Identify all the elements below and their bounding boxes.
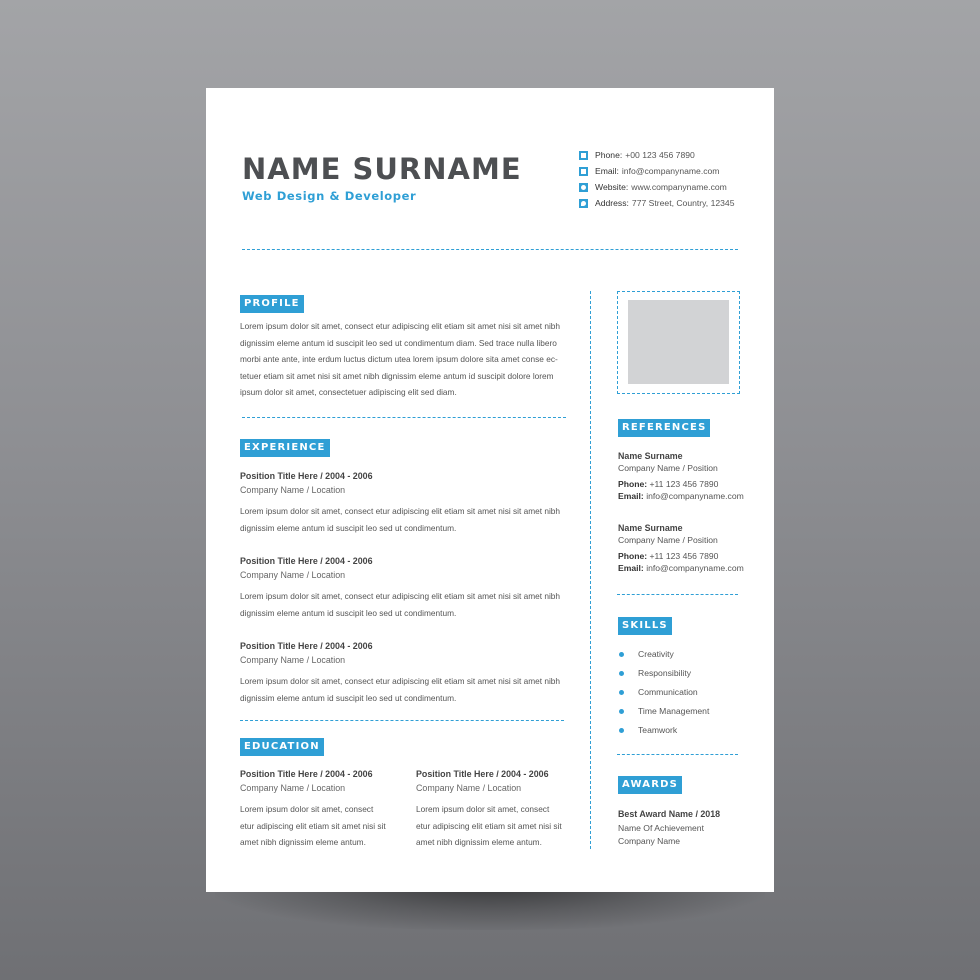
email-value: info@companyname.com — [646, 491, 744, 501]
experience-company: Company Name / Location — [240, 655, 346, 665]
phone-label: Phone: — [618, 479, 648, 489]
references-heading: REFERENCES — [618, 419, 710, 437]
section-divider — [617, 594, 738, 595]
reference-position: Company Name / Position — [618, 535, 718, 545]
text-line: ipsum dolor sit amet, consectetuer adipiscing elit sed diam. — [240, 387, 457, 397]
email-label: Email: — [618, 491, 644, 501]
skill-item — [619, 687, 698, 697]
reference-position: Company Name / Position — [618, 463, 718, 473]
phone-value: +11 123 456 7890 — [649, 551, 719, 561]
email-icon — [579, 167, 588, 176]
skill-item — [619, 725, 677, 735]
education-heading: EDUCATION — [240, 738, 324, 756]
profile-text — [240, 318, 566, 401]
bullet-icon — [619, 690, 624, 695]
bullet-icon — [619, 728, 624, 733]
photo-frame — [617, 291, 740, 394]
education-description — [416, 801, 566, 851]
photo-placeholder — [628, 300, 729, 384]
resume-page — [206, 88, 774, 892]
contact-value: info@companyname.com — [621, 166, 720, 176]
experience-title: Position Title Here / 2004 - 2006 — [240, 471, 373, 481]
text-line: tetuer etiam sit amet nisi sit amet nibh dignissim eleme antum id suscipit dolore lorem — [240, 370, 554, 381]
skill-label: Teamwork — [638, 725, 678, 735]
education-description — [240, 801, 390, 851]
contact-label: Phone: — [595, 150, 623, 160]
text-line: Lorem ipsum dolor sit amet, consect — [240, 804, 374, 814]
text-line: dignissim eleme antum id suscipit leo sed ut condimentum. — [240, 607, 457, 618]
contact-value: www.companyname.com — [631, 182, 727, 192]
experience-company: Company Name / Location — [240, 485, 346, 495]
skill-item — [619, 706, 709, 716]
award-title: Best Award Name / 2018 — [618, 809, 721, 819]
section-divider — [242, 417, 566, 418]
skill-label: Communication — [638, 687, 698, 697]
experience-description — [240, 588, 566, 621]
globe-icon — [579, 183, 588, 192]
phone-icon — [579, 151, 588, 160]
text-line: Lorem ipsum dolor sit amet, consect etur adipiscing elit etiam sit amet nisi sit amet nibh — [240, 506, 561, 516]
text-line: dignissim eleme antum id suscipit leo sed ut condimentum. — [240, 692, 457, 703]
candidate-role: Web Design & Developer — [242, 189, 417, 203]
award-company: Company Name — [618, 836, 681, 846]
section-divider — [617, 754, 738, 755]
column-divider — [590, 291, 591, 849]
email-label: Email: — [618, 563, 644, 573]
experience-company: Company Name / Location — [240, 570, 346, 580]
bullet-icon — [619, 652, 624, 657]
text-line: morbi ante ante, inte erdum luctus dictum utea lorem ipsum dolore sita amet conse ec- — [240, 354, 558, 364]
phone-value: +11 123 456 7890 — [649, 479, 719, 489]
candidate-name: NAME SURNAME — [242, 152, 522, 186]
text-line: Lorem ipsum dolor sit amet, consect etur adipiscing elit etiam sit amet nisi sit amet nibh — [240, 591, 561, 601]
contact-value: 777 Street, Country, 12345 — [631, 198, 735, 208]
contact-label: Website: — [595, 182, 629, 192]
education-title: Position Title Here / 2004 - 2006 — [416, 769, 549, 779]
experience-description — [240, 673, 566, 706]
skill-label: Responsibility — [638, 668, 692, 678]
contact-address — [579, 198, 769, 208]
phone-label: Phone: — [618, 551, 648, 561]
experience-title: Position Title Here / 2004 - 2006 — [240, 641, 373, 651]
contact-phone — [579, 150, 769, 160]
skill-label: Time Management — [638, 706, 710, 716]
profile-heading: PROFILE — [240, 295, 304, 313]
contact-label: Email: — [595, 166, 619, 176]
reference-email — [618, 563, 744, 573]
text-line: etur adipiscing elit etiam sit amet nisi sit — [240, 820, 386, 831]
text-line: amet nibh dignissim eleme antum. — [416, 837, 542, 847]
skills-heading: SKILLS — [618, 617, 672, 635]
awards-heading: AWARDS — [618, 776, 682, 794]
text-line: dignissim eleme antum id suscipit leo sed ut condimentum diam. Sed trace nulla libero — [240, 337, 557, 348]
reference-phone — [618, 551, 718, 561]
bullet-icon — [619, 671, 624, 676]
header-divider — [242, 249, 738, 250]
section-divider — [240, 720, 564, 721]
reference-name: Name Surname — [618, 523, 683, 533]
award-achievement: Name Of Achievement — [618, 823, 704, 833]
text-line: Lorem ipsum dolor sit amet, consect — [416, 804, 550, 814]
skill-item — [619, 668, 691, 678]
experience-description — [240, 503, 566, 536]
skill-label: Creativity — [638, 649, 674, 659]
education-title: Position Title Here / 2004 - 2006 — [240, 769, 373, 779]
text-line: Lorem ipsum dolor sit amet, consect etur adipiscing elit etiam sit amet nisi sit amet nibh — [240, 676, 561, 686]
email-value: info@companyname.com — [646, 563, 744, 573]
reference-email — [618, 491, 744, 501]
text-line: amet nibh dignissim eleme antum. — [240, 837, 366, 847]
contact-value: +00 123 456 7890 — [625, 150, 695, 160]
reference-phone — [618, 479, 718, 489]
text-line: Lorem ipsum dolor sit amet, consect etur adipiscing elit etiam sit amet nisi sit amet nibh — [240, 321, 561, 331]
bullet-icon — [619, 709, 624, 714]
reference-name: Name Surname — [618, 451, 683, 461]
experience-heading: EXPERIENCE — [240, 439, 330, 457]
text-line: etur adipiscing elit etiam sit amet nisi sit — [416, 820, 562, 831]
location-pin-icon — [579, 199, 588, 208]
contact-email — [579, 166, 769, 176]
contact-website — [579, 182, 769, 192]
education-institution: Company Name / Location — [416, 783, 522, 793]
education-institution: Company Name / Location — [240, 783, 346, 793]
contact-label: Address: — [595, 198, 629, 208]
text-line: dignissim eleme antum id suscipit leo sed ut condimentum. — [240, 522, 457, 533]
skill-item — [619, 649, 674, 659]
experience-title: Position Title Here / 2004 - 2006 — [240, 556, 373, 566]
